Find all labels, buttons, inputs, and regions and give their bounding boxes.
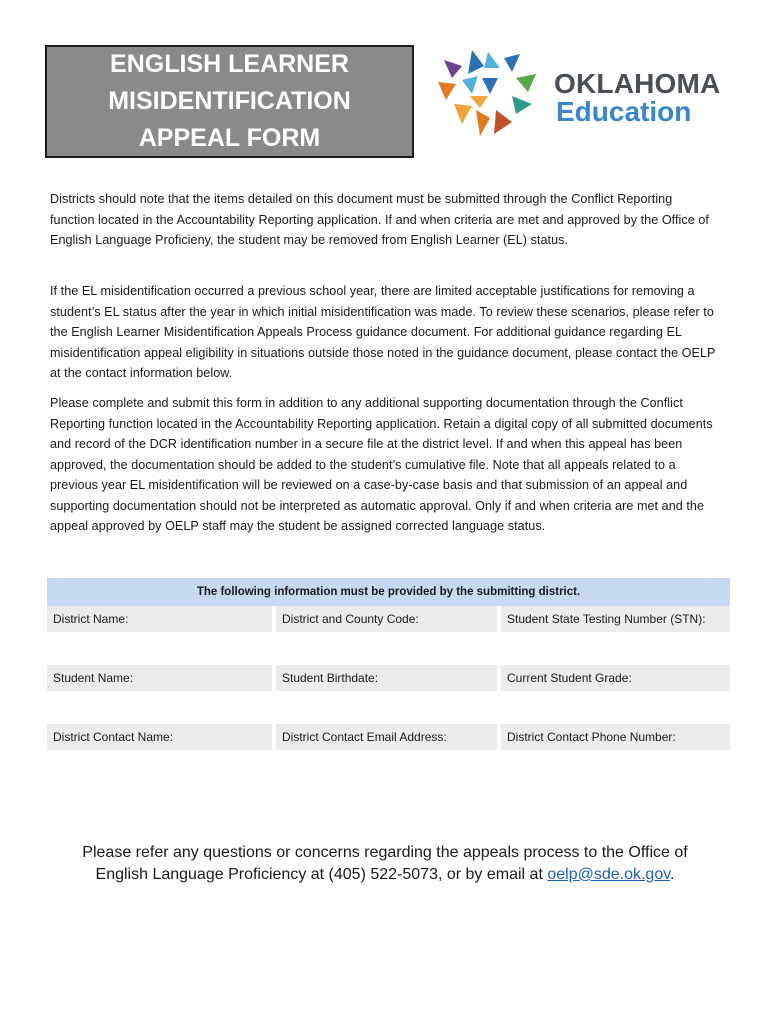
table-row	[47, 724, 730, 750]
student-stn-field[interactable]: Student State Testing Number (STN):	[501, 606, 730, 632]
footer-line-1: Please refer any questions or concerns regarding the appeals process to the Office of	[82, 844, 688, 861]
student-name-field[interactable]: Student Name:	[47, 665, 272, 691]
oklahoma-education-logo	[432, 48, 732, 144]
contact-footer	[40, 842, 730, 886]
info-table-header: The following information must be provided by the submitting district.	[47, 578, 730, 606]
contact-email-field[interactable]: District Contact Email Address:	[276, 724, 497, 750]
form-title-line-2: MISIDENTIFICATION	[108, 87, 351, 115]
logo-text-education: Education	[556, 96, 692, 127]
form-title-line-3: APPEAL FORM	[138, 124, 321, 152]
oelp-email-link[interactable]: oelp@sde.ok.gov	[547, 866, 671, 883]
footer-line-2	[40, 864, 730, 886]
table-row	[47, 606, 730, 632]
district-name-field[interactable]: District Name:	[47, 606, 272, 632]
student-birthdate-field[interactable]: Student Birthdate:	[276, 665, 497, 691]
footer-line-2-suffix: .	[670, 866, 675, 883]
table-row	[47, 665, 730, 691]
intro-paragraph: Districts should note that the items detailed on this document must be submitted through the Conflict Reporting function located in the Accountability Reporting application. If and when criteria are met and approved by the Office of English Language Proficieny, the student may be removed from English Learner (EL) status.	[50, 192, 709, 247]
star-logo-icon	[432, 48, 542, 140]
form-title-line-1: ENGLISH LEARNER	[110, 50, 349, 78]
district-info-table	[47, 578, 730, 783]
contact-phone-field[interactable]: District Contact Phone Number:	[501, 724, 730, 750]
logo-text-oklahoma: OKLAHOMA	[554, 68, 721, 99]
footer-line-2-prefix: English Language Proficiency at (405) 522-5073, or by email at	[95, 866, 548, 883]
contact-name-field[interactable]: District Contact Name:	[47, 724, 272, 750]
submission-paragraph: Please complete and submit this form in addition to any additional supporting documentation through the Conflict Reporting function located in the Accountability Reporting application. Retain a digital copy of all submitted documents and record of the DCR identification number in a secure file at the district level. If and when this appeal has been approved, the documentation should be added to the student’s cumulative file. Note that all appeals related to a previous year EL misidentification will be reviewed on a case-by-case basis and that submission of an appeal and supporting documentation should not be interpreted as automatic approval. Only if and when criteria are met and the appeal approved by OELP staff may the student be assigned corrected language status.	[50, 396, 713, 533]
previous-year-paragraph: If the EL misidentification occurred a previous school year, there are limited acceptable justifications for removing a student’s EL status after the year in which initial misidentification was made. To review these scenarios, please refer to the English Learner Misidentification Appeals Process guidance document. For additional guidance regarding EL misidentification appeal eligibility in situations outside those noted in the guidance document, please contact the OELP at the contact information below.	[50, 284, 716, 380]
current-grade-field[interactable]: Current Student Grade:	[501, 665, 730, 691]
district-county-code-field[interactable]: District and County Code:	[276, 606, 497, 632]
form-title-box	[45, 45, 414, 158]
